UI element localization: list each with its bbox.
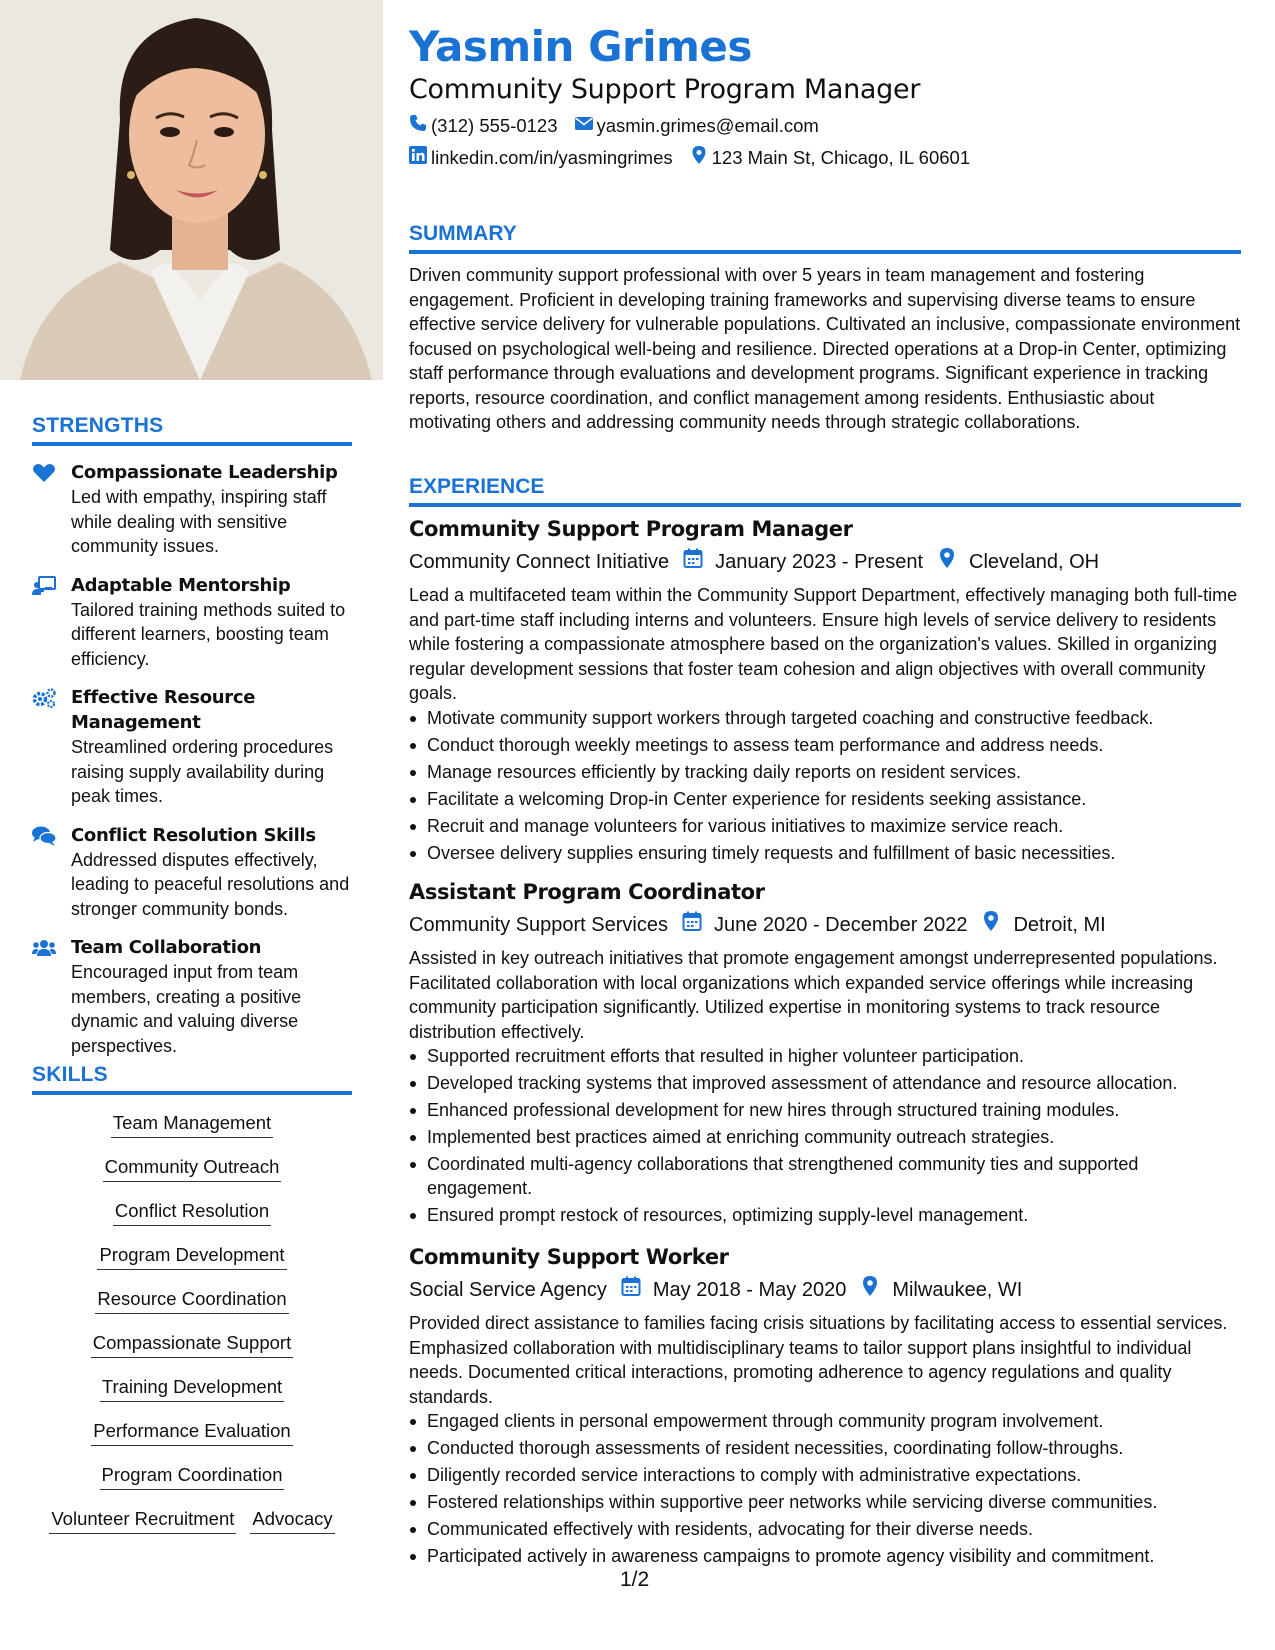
- job-bullet: Enhanced professional development for new hires through structured training modules.: [409, 1098, 1241, 1122]
- address-text: 123 Main St, Chicago, IL 60601: [711, 146, 971, 168]
- job-bullets: [409, 1044, 1241, 1227]
- strength-title: Conflict Resolution Skills: [71, 824, 316, 846]
- skill-tag: Community Outreach: [103, 1155, 282, 1182]
- company-name: Community Connect Initiative: [409, 550, 670, 573]
- strengths-heading: STRENGTHS: [32, 414, 352, 446]
- job-bullet: Recruit and manage volunteers for various initiatives to maximize service reach.: [409, 814, 1241, 838]
- chalkboard-teacher-icon: [32, 576, 56, 596]
- skills-heading: SKILLS: [32, 1063, 352, 1095]
- candidate-name: Yasmin Grimes: [409, 22, 752, 71]
- job-bullet: Facilitate a welcoming Drop-in Center experience for residents seeking assistance.: [409, 787, 1241, 811]
- strength-title: Compassionate Leadership: [71, 462, 338, 483]
- strength-description: Streamlined ordering procedures raising supply availability during peak times.: [71, 737, 334, 806]
- job-dates: [607, 1276, 846, 1303]
- job-title: Community Support Program Manager: [409, 517, 853, 541]
- job-bullet: Implemented best practices aimed at enriching community outreach strategies.: [409, 1125, 1241, 1149]
- summary-heading: SUMMARY: [409, 222, 1241, 254]
- job-location: [923, 548, 1099, 575]
- job-description: Provided direct assistance to families facing crisis situations by facilitating access to essential services. Emphasized collaboration with multidisciplinary teams to tailor support plans insightful to individual needs. Documented critical interactions, promoting adherence to agency regulations and quality standards.: [409, 1313, 1228, 1407]
- strength-title: Effective Resource Management: [71, 687, 256, 733]
- job-bullet: Developed tracking systems that improved assessment of attendance and resource allocation.: [409, 1071, 1241, 1095]
- envelope-icon: [575, 114, 597, 137]
- job-title: Community Support Worker: [409, 1245, 729, 1269]
- strength-description: Led with empathy, inspiring staff while dealing with sensitive community issues.: [71, 487, 327, 556]
- job-dates: [669, 548, 923, 575]
- skill-tag: Resource Coordination: [95, 1287, 288, 1314]
- job-bullet: Motivate community support workers through targeted coaching and constructive feedback.: [409, 706, 1241, 730]
- comments-icon: [32, 826, 56, 846]
- skill-tag: Advocacy: [250, 1507, 334, 1534]
- job-location: [846, 1276, 1022, 1303]
- skill-tag: Team Management: [111, 1111, 273, 1138]
- experience-entry: [409, 878, 1241, 1230]
- job-bullets: [409, 1409, 1241, 1568]
- skill-tag: Program Coordination: [100, 1463, 285, 1490]
- job-location-text: Detroit, MI: [1013, 913, 1106, 936]
- job-bullet: Ensured prompt restock of resources, optimizing supply-level management.: [409, 1203, 1241, 1227]
- strength-item: [32, 460, 352, 559]
- strength-title: Team Collaboration: [71, 937, 262, 958]
- map-pin-icon: [690, 146, 712, 169]
- job-meta: [409, 548, 1241, 575]
- strength-item: [32, 823, 352, 922]
- contact-row: [409, 114, 836, 137]
- job-bullet: Engaged clients in personal empowerment through community program involvement.: [409, 1409, 1241, 1433]
- gears-icon: [32, 688, 56, 708]
- job-bullet: Supported recruitment efforts that resulted in higher volunteer participation.: [409, 1044, 1241, 1068]
- strength-description: Encouraged input from team members, creating a positive dynamic and valuing diverse perspectives.: [71, 962, 302, 1056]
- calendar-icon: [669, 548, 715, 575]
- strength-item: [32, 935, 352, 1058]
- map-pin-icon: [923, 548, 969, 575]
- summary-text: Driven community support professional with over 5 years in team management and fostering engagement. Proficient in developing training frameworks and supervising diverse teams to ensure effective service delivery for vulnerable populations. Cultivated an inclusive, compassionate environment focused on psychological well-being and resilience. Directed operations at a Drop-in Center, optimizing staff performance through evaluations and development programs. Significant experience in tracking reports, resource coordination, and conflict management among residents. Enthusiastic about motivating others and addressing community needs through strategic collaborations.: [409, 265, 1241, 432]
- left-column: [0, 0, 383, 1650]
- job-dates-text: June 2020 - December 2022: [713, 913, 968, 936]
- profile-photo: [0, 0, 383, 380]
- strengths-section: [32, 414, 352, 1058]
- job-bullet: Fostered relationships within supportive peer networks while servicing diverse communities.: [409, 1490, 1241, 1514]
- job-dates-text: May 2018 - May 2020: [652, 1278, 847, 1301]
- linkedin-link[interactable]: linkedin.com/in/yasmingrimes: [431, 146, 673, 168]
- experience-heading: EXPERIENCE: [409, 475, 1241, 507]
- email-contact[interactable]: [575, 114, 819, 137]
- page-number: 1/2: [620, 1568, 650, 1591]
- job-bullet: Communicated effectively with residents, advocating for their diverse needs.: [409, 1517, 1241, 1541]
- job-location: [967, 911, 1105, 938]
- strength-item: [32, 685, 352, 809]
- portrait-illustration: [0, 0, 383, 380]
- linkedin-icon: [409, 146, 431, 169]
- job-title: Assistant Program Coordinator: [409, 880, 765, 904]
- map-pin-icon: [846, 1276, 892, 1303]
- contact-row: [409, 146, 987, 169]
- job-description: Assisted in key outreach initiatives that promote engagement amongst underrepresented populations. Facilitated collaboration with local organizations which expanded service offerings while increasing community participation significantly. Utilized expertise in monitoring systems to track resource distribution effectively.: [409, 948, 1218, 1042]
- skills-section: [32, 1063, 352, 1543]
- company-name: Community Support Services: [409, 913, 668, 936]
- job-bullets: [409, 706, 1241, 865]
- job-dates: [668, 911, 968, 938]
- strength-title: Adaptable Mentorship: [71, 574, 291, 596]
- phone-text: (312) 555-0123: [431, 114, 558, 136]
- job-dates-text: January 2023 - Present: [715, 550, 924, 573]
- phone-icon: [409, 114, 431, 137]
- experience-entry: [409, 515, 1241, 868]
- calendar-icon: [607, 1276, 653, 1303]
- job-bullet: Conducted thorough assessments of resident necessities, coordinating follow-throughs.: [409, 1436, 1241, 1460]
- job-bullet: Participated actively in awareness campaigns to promote agency visibility and commitment.: [409, 1544, 1241, 1568]
- job-bullet: Conduct thorough weekly meetings to assess team performance and address needs.: [409, 733, 1241, 757]
- address-contact: [690, 146, 971, 169]
- company-name: Social Service Agency: [409, 1278, 607, 1301]
- skill-tag: Compassionate Support: [91, 1331, 293, 1358]
- email-link[interactable]: yasmin.grimes@email.com: [596, 114, 819, 136]
- job-meta: [409, 1276, 1241, 1303]
- skill-list: [32, 1103, 352, 1543]
- users-icon: [32, 938, 56, 958]
- job-bullet: Coordinated multi-agency collaborations that strengthened community ties and supported engagement.: [409, 1152, 1241, 1200]
- job-location-text: Milwaukee, WI: [892, 1278, 1023, 1301]
- job-description: Lead a multifaceted team within the Community Support Department, effectively managing both full-time and part-time staff including interns and volunteers. Ensure high levels of service delivery to residents while fostering a compassionate atmosphere based on the organization's values. Skilled in organizing regular development sessions that foster team cohesion and align objectives with overall community goals.: [409, 585, 1238, 703]
- skill-tag: Conflict Resolution: [113, 1199, 271, 1226]
- linkedin-contact[interactable]: [409, 146, 673, 169]
- strength-item: [32, 573, 352, 672]
- calendar-icon: [668, 911, 714, 938]
- candidate-title: Community Support Program Manager: [409, 74, 921, 105]
- strength-description: Tailored training methods suited to different learners, boosting team efficiency.: [71, 599, 346, 669]
- skill-tag: Program Development: [97, 1243, 286, 1270]
- job-location-text: Cleveland, OH: [969, 550, 1100, 573]
- strength-description: Addressed disputes effectively, leading to peaceful resolutions and stronger community bonds.: [71, 849, 350, 919]
- job-bullet: Diligently recorded service interactions to comply with administrative expectations.: [409, 1463, 1241, 1487]
- map-pin-icon: [967, 911, 1013, 938]
- skill-tag: Volunteer Recruitment: [49, 1507, 236, 1534]
- job-bullet: Manage resources efficiently by tracking daily reports on resident services.: [409, 760, 1241, 784]
- job-bullet: Oversee delivery supplies ensuring timely requests and fulfillment of basic necessities.: [409, 841, 1241, 865]
- job-meta: [409, 911, 1241, 938]
- experience-entry: [409, 1243, 1241, 1571]
- skill-tag: Performance Evaluation: [91, 1419, 292, 1446]
- skill-tag: Training Development: [100, 1375, 284, 1402]
- heart-icon: [32, 463, 56, 483]
- phone-contact: [409, 114, 558, 137]
